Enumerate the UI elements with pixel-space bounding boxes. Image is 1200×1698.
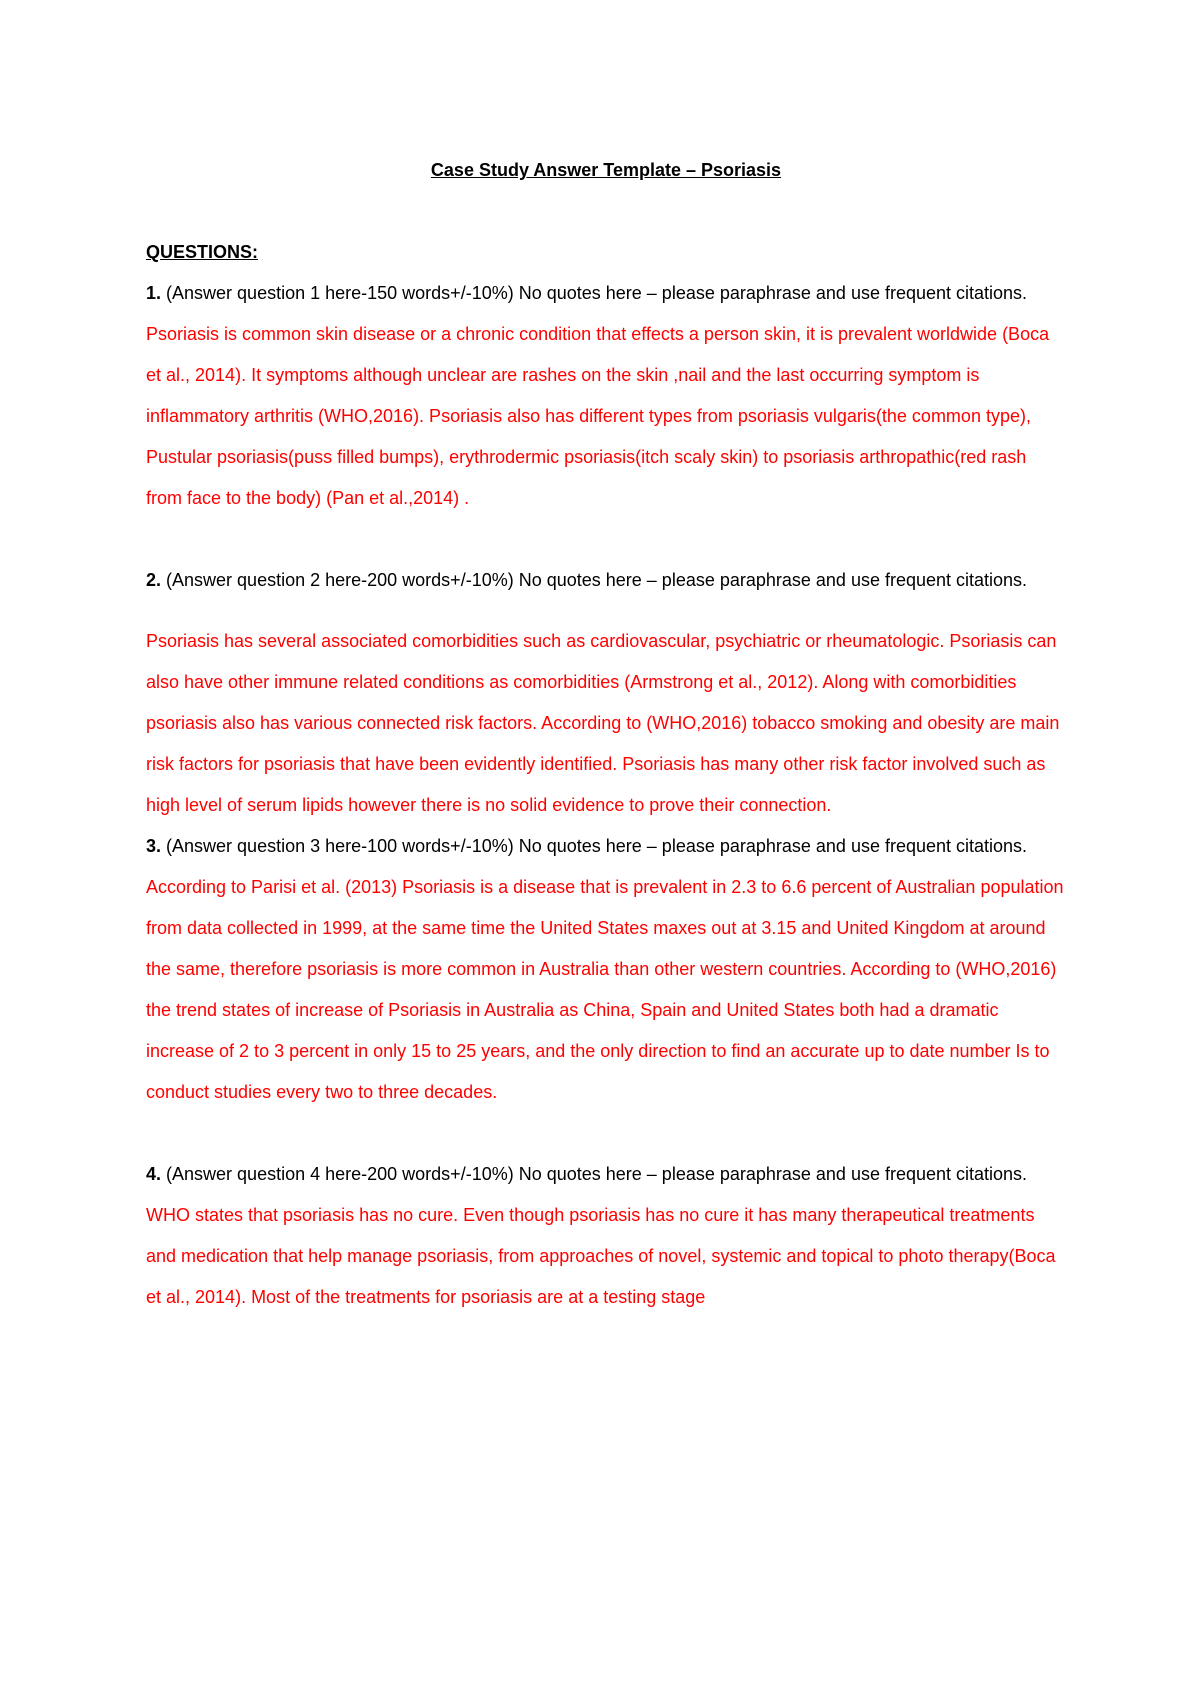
answer-text: WHO states that psoriasis has no cure. Even though psoriasis has no cure it has many therapeutical treatments and medication that help manage psoriasis, from approaches of novel, systemic and topical to photo therapy(Boca et al., 2014). Most of the treatments for psoriasis are at a testing stage xyxy=(146,1205,1056,1307)
document-title: Case Study Answer Template – Psoriasis xyxy=(430,160,782,180)
question-number: 2. xyxy=(146,570,162,590)
question-block-1 xyxy=(146,273,1066,519)
question-prompt xyxy=(146,273,1066,314)
question-text: (Answer question 2 here-200 words+/-10%) No quotes here – please paraphrase and use frequent citations. xyxy=(166,570,1028,590)
paragraph-spacer xyxy=(146,1113,1066,1154)
question-number: 4. xyxy=(146,1164,162,1184)
question-block-2 xyxy=(146,560,1066,826)
paragraph-spacer xyxy=(146,519,1066,560)
question-text: (Answer question 1 here-150 words+/-10%) No quotes here – please paraphrase and use frequent citations. xyxy=(166,283,1028,303)
question-text: (Answer question 4 here-200 words+/-10%) No quotes here – please paraphrase and use frequent citations. xyxy=(166,1164,1028,1184)
answer-text: Psoriasis has several associated comorbidities such as cardiovascular, psychiatric or rheumatologic. Psoriasis can also have other immune related conditions as comorbidities (Armstrong et al., 2012). Along with comorbidities psoriasis also has various connected risk factors. According to (WHO,2016) tobacco smoking and obesity are main risk factors for psoriasis that have been evidently identified. Psoriasis has many other risk factor involved such as high level of serum lipids however there is no solid evidence to prove their connection. xyxy=(146,631,1060,815)
questions-heading: QUESTIONS: xyxy=(146,242,259,262)
answer-text: Psoriasis is common skin disease or a chronic condition that effects a person skin, it is prevalent worldwide (Boca et al., 2014). It symptoms although unclear are rashes on the skin ,nail and the last occurring symptom is inflammatory arthritis (WHO,2016). Psoriasis also has different types from psoriasis vulgaris(the common type), Pustular psoriasis(puss filled bumps), erythrodermic psoriasis(itch scaly skin) to psoriasis arthropathic(red rash from face to the body) (Pan et al.,2014) . xyxy=(146,324,1050,508)
question-prompt xyxy=(146,1154,1066,1195)
document-body xyxy=(146,150,1066,1318)
paragraph-spacer xyxy=(146,601,1066,621)
question-text: (Answer question 3 here-100 words+/-10%) No quotes here – please paraphrase and use frequent citations. xyxy=(166,836,1028,856)
question-number: 1. xyxy=(146,283,162,303)
question-number: 3. xyxy=(146,836,162,856)
question-block-4 xyxy=(146,1154,1066,1318)
question-prompt xyxy=(146,560,1066,601)
question-prompt xyxy=(146,826,1066,867)
answer-text: According to Parisi et al. (2013) Psoriasis is a disease that is prevalent in 2.3 to 6.6 percent of Australian population from data collected in 1999, at the same time the United States maxes out at 3.15 and United Kingdom at around the same, therefore psoriasis is more common in Australia than other western countries. According to (WHO,2016) the trend states of increase of Psoriasis in Australia as China, Spain and United States both had a dramatic increase of 2 to 3 percent in only 15 to 25 years, and the only direction to find an accurate up to date number Is to conduct studies every two to three decades. xyxy=(146,877,1064,1102)
question-block-3 xyxy=(146,826,1066,1113)
